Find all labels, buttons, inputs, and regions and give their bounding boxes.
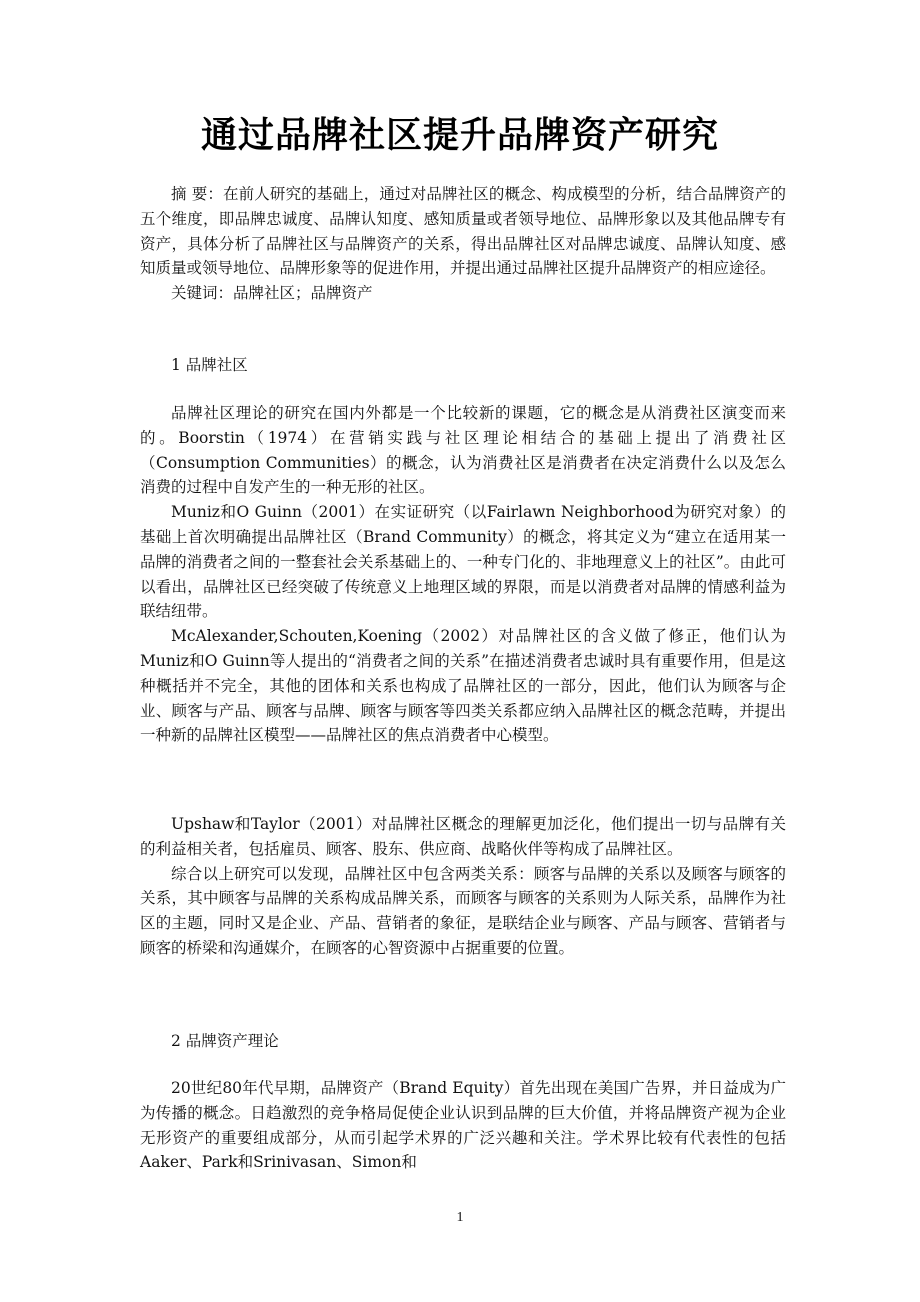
abstract-block [140, 182, 786, 306]
body-paragraph: 综合以上研究可以发现，品牌社区中包含两类关系：顾客与品牌的关系以及顾客与顾客的关系，其中顾客与品牌的关系构成品牌关系，而顾客与顾客的关系则为人际关系，品牌作为社区的主题，同时又是企业、产品、营销者的象征，是联结企业与顾客、产品与顾客、营销者与顾客的桥梁和沟通媒介，在顾客的心智资源中占据重要的位置。 [140, 864, 786, 957]
body-paragraph: 品牌社区理论的研究在国内外都是一个比较新的课题，它的概念是从消费社区演变而来的。Boorstin（1974）在营销实践与社区理论相结合的基础上提出了消费社区（Consumption Communities）的概念，认为消费社区是消费者在决定消费什么以及怎么消费的过程中自发产生的一种无形的社区。 [140, 404, 786, 497]
section-1-heading: 1 品牌社区 [171, 356, 248, 374]
body-paragraph: Muniz和O Guinn（2001）在实证研究（以Fairlawn Neighborhood为研究对象）的基础上首次明确提出品牌社区（Brand Community）的概念，将其定义为“建立在适用某一品牌的消费者之间的一整套社会关系基础上的、一种专门化的、非地理意义上的社区”。由此可以看出，品牌社区已经突破了传统意义上地理区域的界限，而是以消费者对品牌的情感利益为联结纽带。 [140, 503, 786, 621]
body-paragraph: Upshaw和Taylor（2001）对品牌社区概念的理解更加泛化，他们提出一切与品牌有关的利益相关者，包括雇员、顾客、股东、供应商、战略伙伴等构成了品牌社区。 [140, 815, 786, 858]
body-paragraph: 20世纪80年代早期，品牌资产（Brand Equity）首先出现在美国广告界，并日益成为广为传播的概念。日趋激烈的竞争格局促使企业认识到品牌的巨大价值，并将品牌资产视为企业无形资产的重要组成部分，从而引起学术界的广泛兴趣和关注。学术界比较有代表性的包括Aaker、Park和Srinivasan、Simon和 [140, 1079, 786, 1172]
section-1-body-a [140, 401, 786, 748]
page-number: 1 [456, 1210, 464, 1225]
paper-title: 通过品牌社区提升品牌资产研究 [200, 115, 719, 156]
section-2-heading: 2 品牌资产理论 [171, 1032, 279, 1050]
abstract-paragraph: 摘 要：在前人研究的基础上，通过对品牌社区的概念、构成模型的分析，结合品牌资产的五个维度，即品牌忠诚度、品牌认知度、感知质量或者领导地位、品牌形象以及其他品牌专有资产，具体分析了品牌社区与品牌资产的关系，得出品牌社区对品牌忠诚度、品牌认知度、感知质量或领导地位、品牌形象等的促进作用，并提出通过品牌社区提升品牌资产的相应途径。 [140, 185, 786, 278]
keywords-line: 关键词：品牌社区；品牌资产 [171, 284, 373, 303]
section-1-body-b [140, 812, 786, 961]
body-paragraph: McAlexander,Schouten,Koening（2002）对品牌社区的含义做了修正，他们认为Muniz和O Guinn等人提出的“消费者之间的关系”在描述消费者忠诚时具有重要作用，但是这种概括并不完全，其他的团体和关系也构成了品牌社区的一部分，因此，他们认为顾客与企业、顾客与产品、顾客与品牌、顾客与顾客等四类关系都应纳入品牌社区的概念范畴，并提出一种新的品牌社区模型——品牌社区的焦点消费者中心模型。 [140, 627, 786, 745]
section-2-body [140, 1076, 786, 1175]
